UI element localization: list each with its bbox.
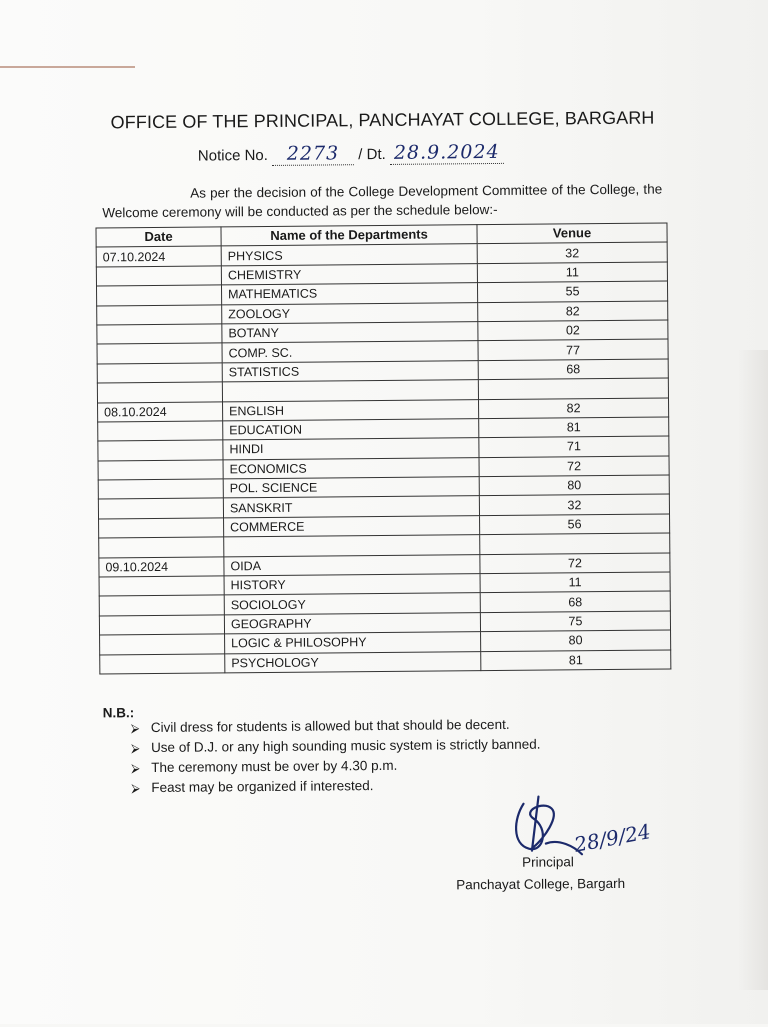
date-cell: 07.10.2024 xyxy=(96,246,221,266)
intro-paragraph: As per the decision of the College Development Committee of the College, the Welcome ceremony will be conducted as per the schedule below:- xyxy=(102,181,663,220)
date-cell: 09.10.2024 xyxy=(99,557,224,577)
department-cell: HINDI xyxy=(223,438,479,460)
department-cell: COMMERCE xyxy=(224,515,480,537)
date-cell xyxy=(98,440,223,460)
table-row xyxy=(100,650,671,674)
date-cell xyxy=(97,343,222,363)
date-cell xyxy=(99,595,224,615)
notice-separator: / xyxy=(358,146,363,164)
venue-cell xyxy=(480,533,670,554)
date-cell xyxy=(98,421,223,441)
note-item xyxy=(131,735,541,759)
note-text: Civil dress for students is allowed but that should be decent. xyxy=(150,716,510,736)
column-header-departments: Name of the Departments xyxy=(221,225,477,247)
column-header-date: Date xyxy=(96,227,221,247)
department-cell: MATHEMATICS xyxy=(221,283,477,305)
arrow-bullet-icon: ⮚ xyxy=(131,761,140,776)
venue-cell: 80 xyxy=(481,630,671,651)
venue-cell xyxy=(478,378,668,399)
date-cell xyxy=(99,615,224,635)
date-cell xyxy=(100,634,225,654)
department-cell: ENGLISH xyxy=(223,399,479,421)
office-title: OFFICE OF THE PRINCIPAL, PANCHAYAT COLLEGE, BARGARH xyxy=(110,107,655,133)
date-cell xyxy=(97,382,222,402)
department-cell: COMP. SC. xyxy=(222,341,478,363)
signatory-title: Principal xyxy=(521,854,574,870)
venue-cell: 68 xyxy=(480,591,670,612)
date-cell xyxy=(97,363,222,383)
arrow-bullet-icon: ⮚ xyxy=(130,721,140,736)
department-cell: SANSKRIT xyxy=(223,496,479,518)
date-cell xyxy=(98,479,223,499)
department-cell: GEOGRAPHY xyxy=(224,612,480,634)
signature-date: 28/9/24 xyxy=(572,819,653,857)
date-cell xyxy=(98,460,223,480)
department-cell: SOCIOLOGY xyxy=(224,593,480,615)
department-cell: LOGIC & PHILOSOPHY xyxy=(225,632,481,654)
date-cell xyxy=(99,518,224,538)
department-cell: EDUCATION xyxy=(223,419,479,441)
date-cell xyxy=(97,324,222,344)
department-cell: ECONOMICS xyxy=(223,457,479,479)
notes-list xyxy=(131,715,541,799)
venue-cell: 80 xyxy=(479,475,669,496)
department-cell: BOTANY xyxy=(222,322,478,344)
arrow-bullet-icon: ⮚ xyxy=(130,741,140,756)
date-cell xyxy=(100,653,225,673)
date-cell: 08.10.2024 xyxy=(98,401,223,421)
department-cell: HISTORY xyxy=(224,574,480,596)
venue-cell: 71 xyxy=(479,436,669,457)
venue-cell: 82 xyxy=(478,301,668,322)
department-cell xyxy=(224,535,480,557)
venue-cell: 72 xyxy=(480,553,670,574)
venue-cell: 02 xyxy=(478,320,668,341)
signatory-institution: Panchayat College, Bargarh xyxy=(456,875,626,893)
venue-cell: 11 xyxy=(480,572,670,593)
department-cell: OIDA xyxy=(224,554,480,576)
venue-cell: 55 xyxy=(477,281,667,302)
venue-cell: 81 xyxy=(481,650,671,671)
notice-reference xyxy=(198,140,558,166)
venue-cell: 72 xyxy=(479,456,669,477)
date-cell xyxy=(99,576,224,596)
venue-cell: 11 xyxy=(477,262,667,283)
schedule-table xyxy=(95,222,671,674)
department-cell: CHEMISTRY xyxy=(221,263,477,285)
venue-cell: 32 xyxy=(477,242,667,263)
department-cell: STATISTICS xyxy=(222,360,478,382)
department-cell: PSYCHOLOGY xyxy=(225,651,481,673)
notice-number: 2273 xyxy=(272,142,354,166)
note-text: Feast may be organized if interested. xyxy=(151,778,374,796)
department-cell: PHYSICS xyxy=(221,244,477,266)
department-cell xyxy=(222,380,478,402)
note-text: Use of D.J. or any high sounding music system is strictly banned. xyxy=(150,736,541,756)
venue-cell: 75 xyxy=(480,611,670,632)
venue-cell: 56 xyxy=(480,514,670,535)
date-cell xyxy=(97,304,222,324)
arrow-bullet-icon: ⮚ xyxy=(131,781,140,796)
venue-cell: 82 xyxy=(478,397,668,418)
note-text: The ceremony must be over by 4.30 p.m. xyxy=(151,757,398,776)
date-label: Dt. xyxy=(366,145,386,164)
date-cell xyxy=(98,498,223,518)
notes-heading: N.B.: xyxy=(102,705,135,721)
department-cell: ZOOLOGY xyxy=(222,302,478,324)
date-cell xyxy=(96,266,221,286)
notice-date: 28.9.2024 xyxy=(390,141,504,165)
department-cell: POL. SCIENCE xyxy=(223,477,479,499)
date-cell xyxy=(96,285,221,305)
venue-cell: 77 xyxy=(478,339,668,360)
column-header-venue: Venue xyxy=(477,223,667,244)
venue-cell: 32 xyxy=(479,494,669,515)
notice-label: Notice No. xyxy=(197,146,268,165)
signature-block xyxy=(443,787,704,909)
date-cell xyxy=(99,537,224,557)
venue-cell: 81 xyxy=(479,417,669,438)
schedule-table-body xyxy=(96,242,671,674)
venue-cell: 68 xyxy=(478,359,668,380)
